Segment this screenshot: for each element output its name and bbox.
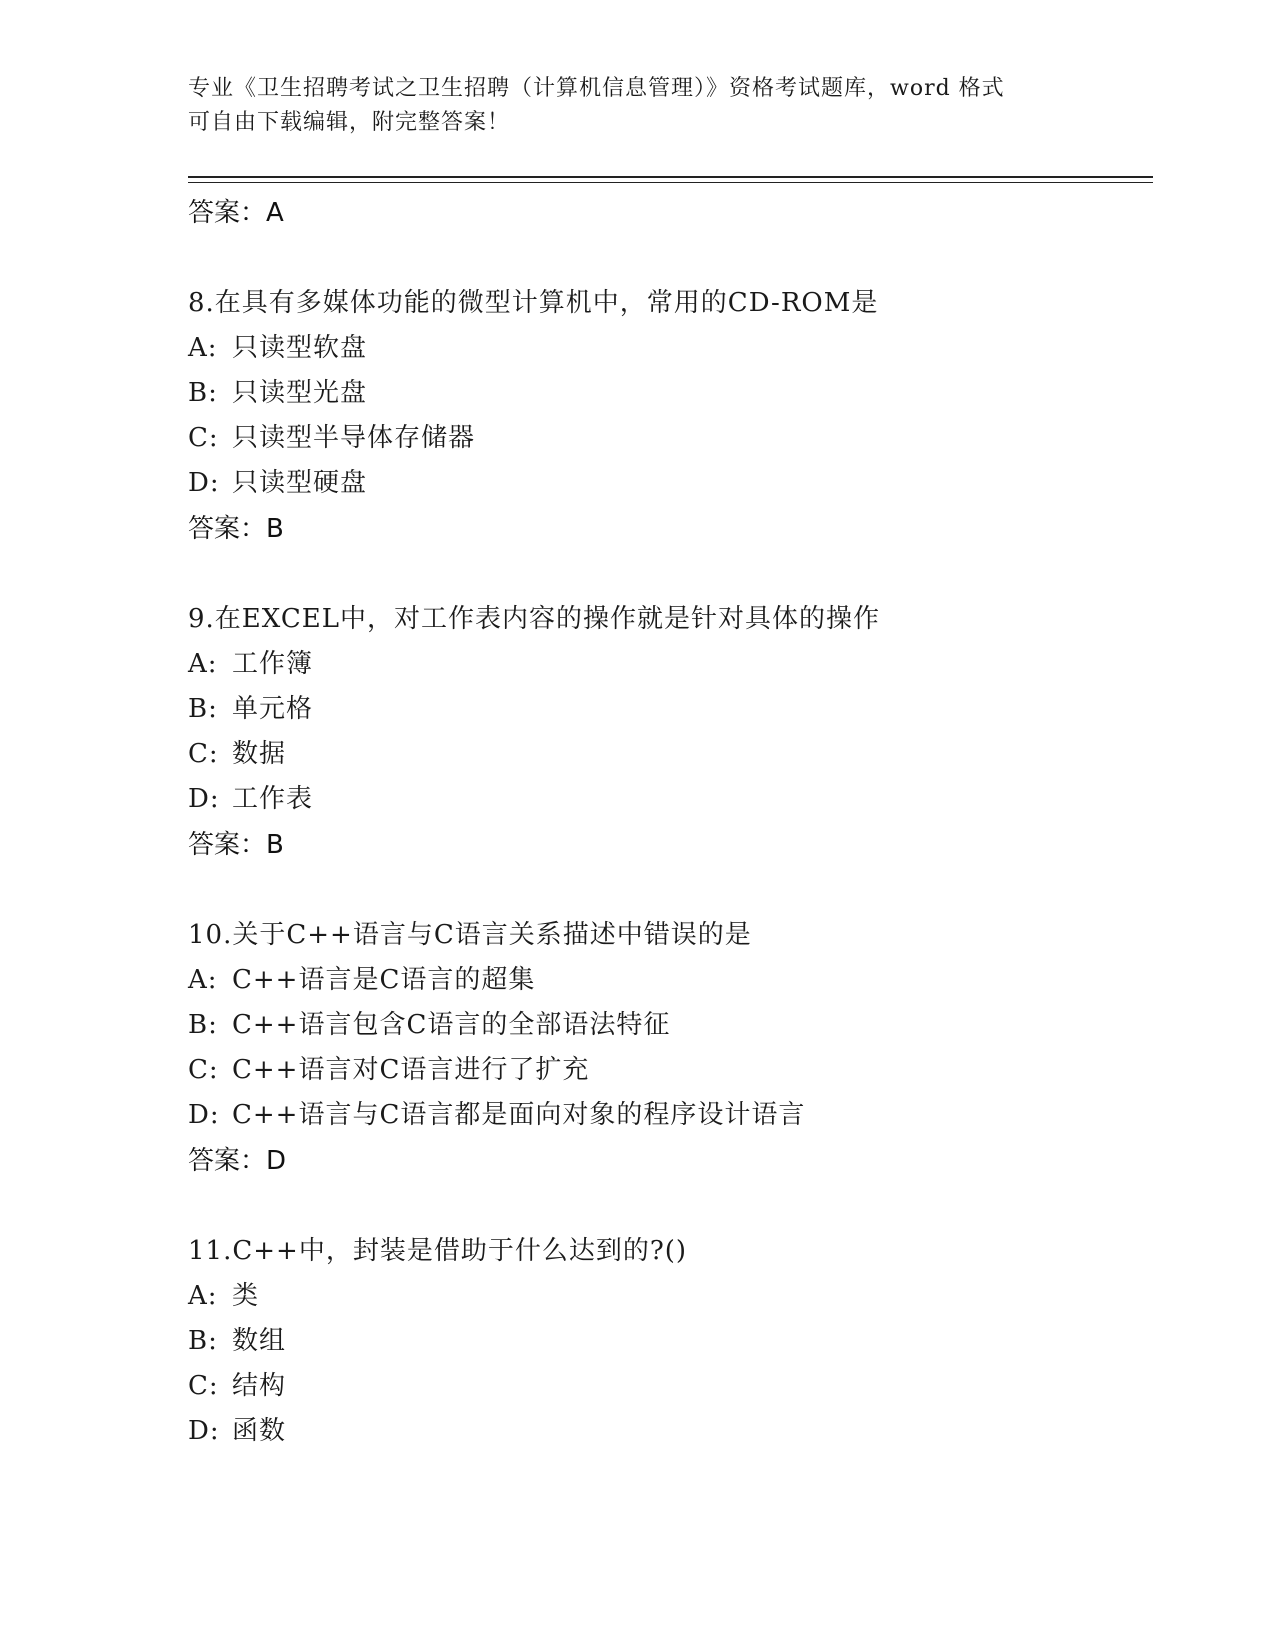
option-text: 单元格	[232, 694, 314, 724]
option-b	[188, 1319, 1153, 1364]
option-text: 只读型硬盘	[232, 468, 368, 498]
option-text: 只读型软盘	[232, 333, 368, 363]
option-text: C++语言包含C语言的全部语法特征	[232, 1010, 671, 1040]
option-d	[188, 461, 1153, 506]
option-text: 工作簿	[232, 649, 314, 679]
option-a	[188, 958, 1153, 1003]
option-a	[188, 642, 1153, 687]
question-10	[188, 912, 1153, 1184]
question-9	[188, 596, 1153, 868]
option-c	[188, 1364, 1153, 1409]
option-c	[188, 732, 1153, 777]
option-letter: C:	[188, 1055, 219, 1085]
option-letter: D:	[188, 784, 220, 814]
option-d	[188, 777, 1153, 822]
option-letter: C:	[188, 739, 219, 769]
option-letter: C:	[188, 1371, 219, 1401]
option-text: 数据	[232, 739, 287, 769]
option-text: 只读型半导体存储器	[232, 423, 476, 453]
question-stem: 10.关于C++语言与C语言关系描述中错误的是	[188, 920, 752, 950]
option-text: 数组	[232, 1326, 287, 1356]
option-b	[188, 371, 1153, 416]
option-letter: B:	[188, 1326, 218, 1356]
header-line-2: 可自由下载编辑，附完整答案！	[188, 110, 511, 135]
option-b	[188, 1003, 1153, 1048]
option-letter: B:	[188, 694, 218, 724]
question-11	[188, 1228, 1153, 1454]
previous-answer: 答案：A	[188, 198, 284, 228]
option-letter: D:	[188, 1100, 220, 1130]
header-line-1: 专业《卫生招聘考试之卫生招聘（计算机信息管理）》资格考试题库，word 格式	[188, 76, 1005, 101]
option-text: 只读型光盘	[232, 378, 368, 408]
option-a	[188, 326, 1153, 371]
option-text: C++语言对C语言进行了扩充	[232, 1055, 590, 1085]
option-b	[188, 687, 1153, 732]
question-stem: 9.在EXCEL中，对工作表内容的操作就是针对具体的操作	[188, 604, 880, 634]
option-d	[188, 1093, 1153, 1138]
option-text: 结构	[232, 1371, 287, 1401]
option-text: 工作表	[232, 784, 314, 814]
option-c	[188, 416, 1153, 461]
option-letter: B:	[188, 378, 218, 408]
option-c	[188, 1048, 1153, 1093]
option-text: 类	[232, 1281, 260, 1311]
option-text: 函数	[232, 1416, 287, 1446]
option-letter: C:	[188, 423, 219, 453]
option-letter: D:	[188, 1416, 220, 1446]
option-letter: B:	[188, 1010, 218, 1040]
option-letter: D:	[188, 468, 220, 498]
option-letter: A:	[188, 965, 218, 995]
option-letter: A:	[188, 649, 218, 679]
question-list	[188, 190, 1153, 1454]
question-stem: 11.C++中，封装是借助于什么达到的?()	[188, 1236, 688, 1266]
option-letter: A:	[188, 1281, 218, 1311]
answer: 答案：B	[188, 514, 284, 544]
option-a	[188, 1274, 1153, 1319]
header-divider-thin	[188, 182, 1153, 183]
question-8	[188, 280, 1153, 552]
answer: 答案：B	[188, 830, 284, 860]
option-text: C++语言与C语言都是面向对象的程序设计语言	[232, 1100, 806, 1130]
answer: 答案：D	[188, 1146, 287, 1176]
header-divider-thick	[188, 176, 1153, 178]
question-stem: 8.在具有多媒体功能的微型计算机中，常用的CD-ROM是	[188, 288, 879, 318]
option-d	[188, 1409, 1153, 1454]
option-letter: A:	[188, 333, 218, 363]
option-text: C++语言是C语言的超集	[232, 965, 536, 995]
page-header	[188, 72, 1088, 140]
